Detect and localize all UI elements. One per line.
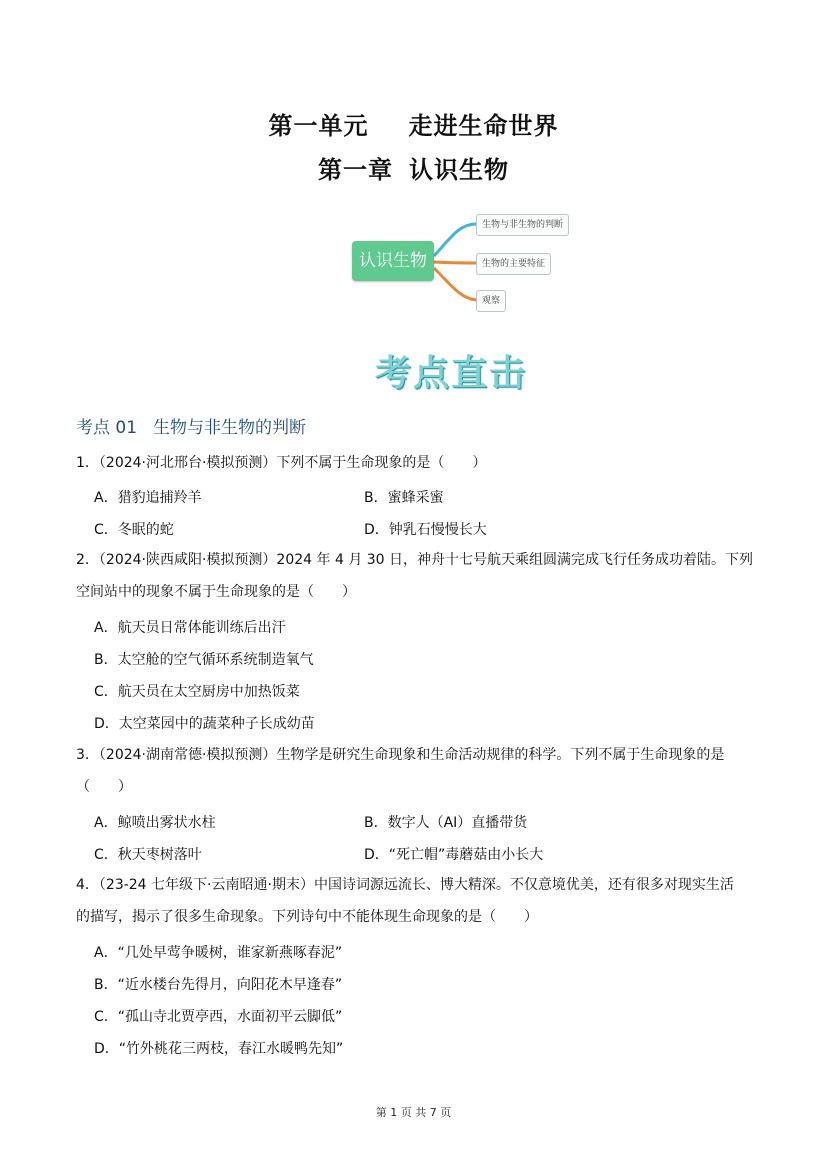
chapter-title <box>0 150 827 185</box>
mindmap <box>340 206 580 322</box>
mindmap-branch-1: 生物与非生物的判断 <box>476 214 569 236</box>
question-3-option-d: D．“死亡帽”毒蘑菇由小长大 <box>364 847 544 863</box>
connector-branch-1 <box>434 224 476 256</box>
unit-number: 第一单元 <box>268 111 369 140</box>
unit-name: 走进生命世界 <box>408 111 559 140</box>
question-4-stem-line-1: 4．（23-24 七年级下·云南昭通·期末）中国诗词源远流长、博大精深。不仅意境优美，还有很多对现实生活 <box>76 877 734 893</box>
question-4-option-c: C．“孤山寺北贾亭西，水面初平云脚低” <box>94 1009 343 1025</box>
question-1-option-d: D．钟乳石慢慢长大 <box>364 522 487 538</box>
mindmap-branch-3: 观察 <box>476 290 506 312</box>
question-3-stem-line-2: （ ） <box>76 779 132 795</box>
question-2-option-b: B．太空舱的空气循环系统制造氧气 <box>94 652 314 668</box>
question-2-stem-line-2: 空间站中的现象不属于生命现象的是（ ） <box>76 584 356 600</box>
section-label: 考点 01 <box>76 418 138 438</box>
question-4-option-a: A．“几处早莺争暖树，谁家新燕啄春泥” <box>94 945 343 961</box>
question-2-option-a: A．航天员日常体能训练后出汗 <box>94 620 286 636</box>
question-3-option-c: C．秋天枣树落叶 <box>94 847 202 863</box>
chapter-name: 认识生物 <box>409 155 509 184</box>
mindmap-center-node: 认识生物 <box>352 241 434 281</box>
question-2-option-c: C．航天员在太空厨房中加热饭菜 <box>94 684 300 700</box>
question-1-option-c: C．冬眠的蛇 <box>94 522 174 538</box>
unit-title <box>0 106 827 141</box>
question-2-option-d: D．太空菜园中的蔬菜种子长成幼苗 <box>94 716 315 732</box>
question-3-option-b: B．数字人（AI）直播带货 <box>364 815 528 831</box>
question-4-stem-line-2: 的描写，揭示了很多生命现象。下列诗句中不能体现生命现象的是（ ） <box>76 909 538 925</box>
chapter-number: 第一章 <box>318 155 393 184</box>
section-header <box>76 413 306 438</box>
connector-branch-2 <box>434 262 476 263</box>
question-4-option-b: B．“近水楼台先得月，向阳花木早逢春” <box>94 977 343 993</box>
question-1-option-a: A．猎豹追捕羚羊 <box>94 490 202 506</box>
question-3-stem-line-1: 3．（2024·湖南常德·模拟预测）生物学是研究生命现象和生命活动规律的科学。下列不属于生命现象的是 <box>76 747 725 763</box>
connector-branch-3 <box>434 268 476 300</box>
question-3-option-a: A．鲸喷出雾状水柱 <box>94 815 216 831</box>
mindmap-branch-2: 生物的主要特征 <box>476 253 551 275</box>
question-1-option-b: B．蜜蜂采蜜 <box>364 490 444 506</box>
section-title: 生物与非生物的判断 <box>153 418 307 438</box>
question-4-option-d: D．“竹外桃花三两枝，春江水暖鸭先知” <box>94 1041 344 1057</box>
page-footer: 第 1 页 共 7 页 <box>375 1106 452 1119</box>
question-1-stem: 1．（2024·河北邢台·模拟预测）下列不属于生命现象的是（ ） <box>76 455 487 471</box>
kaodian-banner: 考点直击 <box>375 352 528 394</box>
question-2-stem-line-1: 2．（2024·陕西咸阳·模拟预测）2024 年 4 月 30 日，神舟十七号航天乘组圆满完成飞行任务成功着陆。下列 <box>76 552 754 568</box>
